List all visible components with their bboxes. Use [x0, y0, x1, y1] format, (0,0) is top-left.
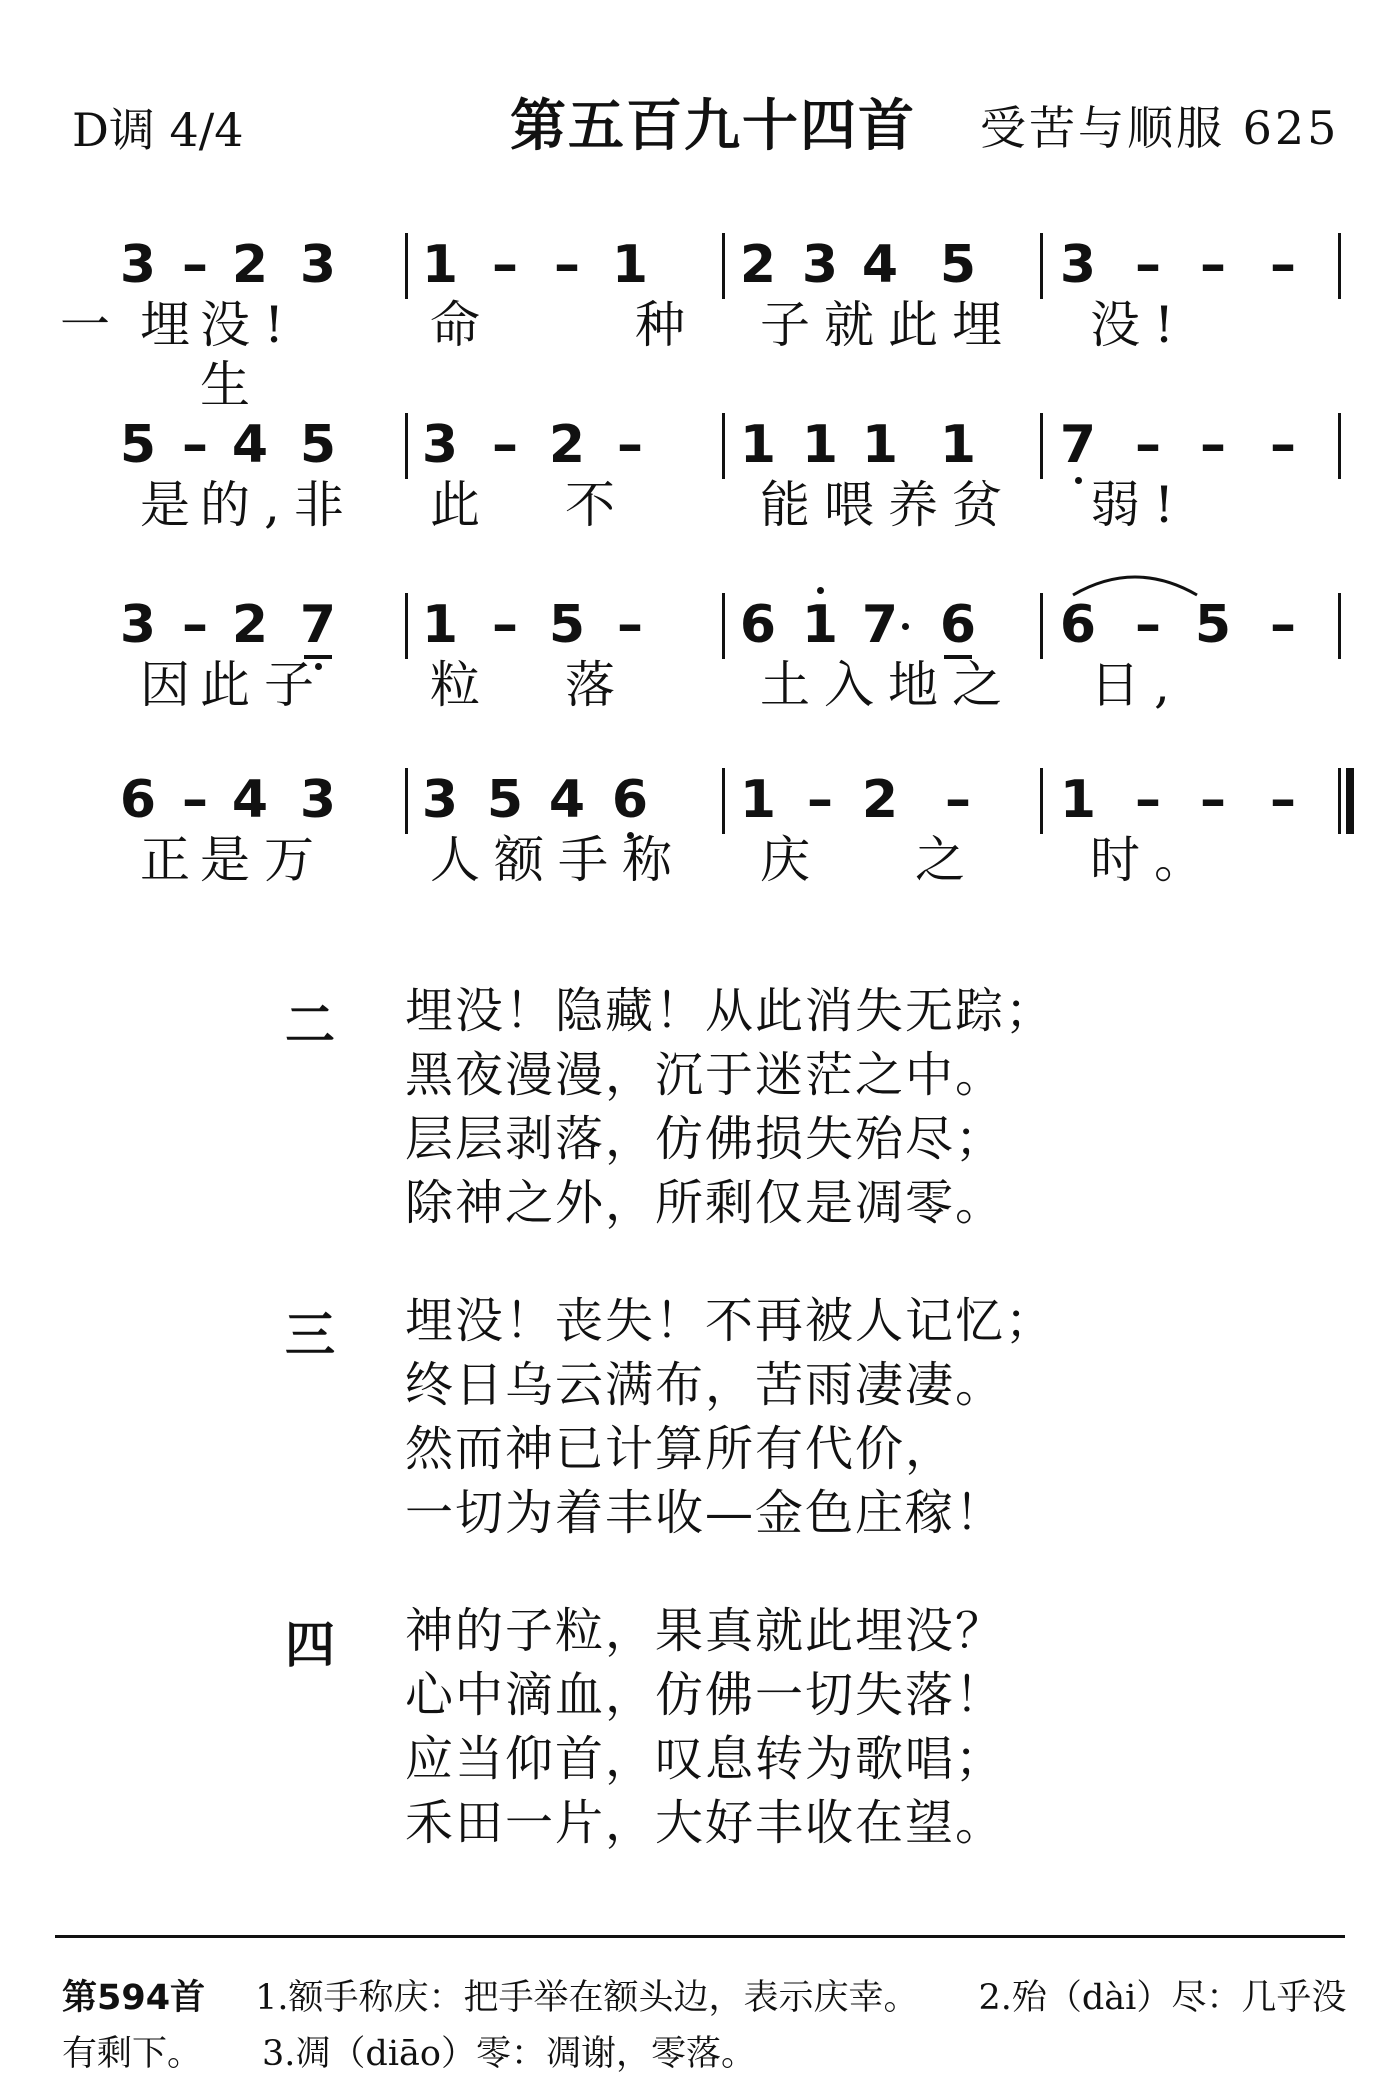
barline: [405, 768, 408, 834]
note: [1193, 415, 1233, 475]
lyric-row: [0, 475, 1400, 535]
score-system-4: [0, 760, 1400, 935]
note: [800, 415, 840, 475]
verse-number: 二: [285, 996, 335, 1054]
note-value: –: [1200, 415, 1226, 475]
barline: [1040, 593, 1043, 659]
barline: [1338, 593, 1341, 659]
note: [175, 415, 215, 475]
lyric-syllable: 不: [565, 476, 629, 534]
note: [175, 770, 215, 830]
verse-number: 四: [285, 1616, 335, 1674]
note-value: 1: [801, 415, 839, 475]
note: [118, 770, 158, 830]
note-value: 3: [119, 235, 157, 295]
note-value: –: [617, 595, 643, 655]
note-value: 1: [611, 235, 649, 295]
footnote-label: 第594首: [62, 1978, 206, 2018]
note-value: –: [182, 235, 208, 295]
lyric-syllable: 此: [430, 476, 494, 534]
note: [118, 235, 158, 295]
note-value: 6: [739, 595, 777, 655]
lyric-syllable: 是: [140, 476, 204, 534]
note-value: 1: [1059, 770, 1097, 830]
note-value: 7: [1059, 415, 1097, 475]
note-value: 5: [1194, 595, 1232, 655]
verse-line: 除神之外，所剩仅是凋零。: [405, 1175, 1006, 1231]
verse-marker: 一: [60, 296, 110, 354]
note-value: 4: [548, 770, 586, 830]
barline: [722, 413, 725, 479]
hymn-category: 受苦与顺服 625: [980, 101, 1340, 155]
note: [610, 415, 650, 475]
note: [1058, 415, 1098, 475]
score-system-1: [0, 225, 1400, 414]
note-value: 3: [119, 595, 157, 655]
barline: [1338, 413, 1341, 479]
lyric-syllable: 此子: [200, 656, 328, 714]
note: [298, 415, 338, 475]
note-value: –: [945, 770, 971, 830]
note-value: 5: [486, 770, 524, 830]
note-value: –: [1270, 770, 1296, 830]
lyric-syllable: 庆: [760, 831, 824, 889]
note-value: 2: [231, 595, 269, 655]
note-value: 2: [739, 235, 777, 295]
note-value: –: [492, 595, 518, 655]
lyric-syllable: 日,: [1090, 656, 1184, 714]
note-value: 3: [421, 770, 459, 830]
note: [610, 235, 650, 295]
octave-dot-above: [817, 587, 824, 594]
verse-line: 终日乌云满布，苦雨凄凄。: [405, 1357, 1006, 1413]
note-value: –: [182, 415, 208, 475]
barline: [1040, 233, 1043, 299]
note-value: 3: [1059, 235, 1097, 295]
note: [860, 415, 900, 475]
verse-line: 层层剥落，仿佛损失殆尽；: [405, 1111, 1006, 1167]
note: [1128, 770, 1168, 830]
note: [1193, 235, 1233, 295]
barline: [722, 768, 725, 834]
lyric-syllable: 人额手称: [430, 831, 686, 889]
note-value: –: [807, 770, 833, 830]
note: [175, 595, 215, 655]
note: [738, 595, 778, 655]
hymn-title: 第五百九十四首: [510, 94, 916, 159]
note: [230, 415, 270, 475]
note: [547, 595, 587, 655]
note-value: 6: [939, 595, 977, 655]
slur: [1065, 563, 1205, 603]
lyric-syllable: 没!生: [200, 296, 299, 414]
barline: [722, 233, 725, 299]
note: [860, 235, 900, 295]
lyric-syllable: 土入地之: [760, 656, 1016, 714]
note-value: 1: [421, 235, 459, 295]
note-value: 3: [299, 235, 337, 295]
note: [1128, 595, 1168, 655]
note-value: 5: [939, 235, 977, 295]
note-value: 1: [739, 415, 777, 475]
note: [547, 415, 587, 475]
note-value: –: [492, 235, 518, 295]
note-value: –: [1135, 770, 1161, 830]
note: [485, 415, 525, 475]
note: [298, 770, 338, 830]
note: [738, 235, 778, 295]
lyric-syllable: 命: [430, 296, 494, 354]
verse-line: 然而神已计算所有代价，: [405, 1421, 956, 1477]
note: [118, 595, 158, 655]
note-value: 4: [231, 770, 269, 830]
note: [230, 770, 270, 830]
note: [800, 770, 840, 830]
note: [938, 770, 978, 830]
note: [298, 235, 338, 295]
note: [938, 595, 978, 655]
lyric-syllable: 能喂养贫: [760, 476, 1016, 534]
note-value: –: [1135, 595, 1161, 655]
barline: [1040, 413, 1043, 479]
note-value: 3: [421, 415, 459, 475]
note-value: 6: [119, 770, 157, 830]
note-value: 6: [1059, 595, 1097, 655]
note: [1263, 595, 1303, 655]
note: [1263, 415, 1303, 475]
note-value: –: [617, 415, 643, 475]
lyric-syllable: 没!: [1090, 296, 1189, 354]
verse-line: 神的子粒，果真就此埋没？: [405, 1603, 1006, 1659]
note: [1058, 595, 1098, 655]
note-value: –: [1135, 415, 1161, 475]
lyric-row: [0, 295, 1400, 414]
verse-line: 应当仰首，叹息转为歌唱；: [405, 1731, 1006, 1787]
note: [738, 770, 778, 830]
lyric-syllable: 弱!: [1090, 476, 1189, 534]
note: [547, 235, 587, 295]
lyric-row: [0, 655, 1400, 715]
note: [420, 415, 460, 475]
lyric-syllable: 埋: [140, 296, 204, 354]
barline: [405, 413, 408, 479]
note: [485, 595, 525, 655]
note-value: 2: [861, 770, 899, 830]
note-value: –: [1270, 235, 1296, 295]
note-value: 1: [861, 415, 899, 475]
score-system-2: [0, 405, 1400, 580]
note-value: –: [492, 415, 518, 475]
footnote-item-3: 3.凋（diāo）零：凋谢，零落。: [262, 2034, 756, 2074]
note: [800, 235, 840, 295]
note-value: –: [1200, 235, 1226, 295]
note-value: 3: [801, 235, 839, 295]
note: [1193, 770, 1233, 830]
note-value: 5: [548, 595, 586, 655]
note-value: –: [182, 770, 208, 830]
lyric-syllable: 子就此埋: [760, 296, 1016, 354]
footnote-divider: [55, 1935, 1345, 1938]
footnote-item-2: 2.殆（dài）尽：几乎没有剩下。: [62, 1978, 1347, 2074]
note: [485, 235, 525, 295]
verse-line: 禾田一片，大好丰收在望。: [405, 1795, 1006, 1851]
note-value: 2: [231, 235, 269, 295]
note: [938, 415, 978, 475]
note-value: –: [182, 595, 208, 655]
barline: [1338, 233, 1341, 299]
verse-line: 埋没！隐藏！从此消失无踪；: [405, 983, 1056, 1039]
note: [175, 235, 215, 295]
note: [860, 770, 900, 830]
verse-line: 一切为着丰收—金色庄稼！: [405, 1485, 1006, 1541]
note: [1058, 770, 1098, 830]
footnote-item-1: 1.额手称庆：把手举在额头边，表示庆幸。: [255, 1978, 919, 2018]
note-value: –: [554, 235, 580, 295]
note: [230, 235, 270, 295]
note-value: 1: [739, 770, 777, 830]
score-system-3: [0, 585, 1400, 760]
note: [1263, 235, 1303, 295]
note-value: –: [1135, 235, 1161, 295]
note: [860, 595, 900, 655]
note: [938, 235, 978, 295]
page-header: [0, 78, 1400, 158]
footnote: [62, 1970, 1347, 2082]
note: [800, 595, 840, 655]
note: [547, 770, 587, 830]
note: [1193, 595, 1233, 655]
note-value: 5: [119, 415, 157, 475]
verse-line: 黑夜漫漫，沉于迷茫之中。: [405, 1047, 1006, 1103]
verse-line: 心中滴血，仿佛一切失落！: [405, 1667, 1006, 1723]
note: [610, 595, 650, 655]
barline: [1040, 768, 1043, 834]
barline: [1338, 768, 1341, 834]
note: [420, 235, 460, 295]
final-barline: [1346, 768, 1354, 834]
note: [610, 770, 650, 830]
note: [420, 770, 460, 830]
lyric-row: [0, 830, 1400, 890]
key-signature: D调 4/4: [72, 103, 244, 157]
note: [420, 595, 460, 655]
barline: [722, 593, 725, 659]
lyric-syllable: 正: [140, 831, 204, 889]
note-value: –: [1200, 770, 1226, 830]
note-value: –: [1270, 595, 1296, 655]
lyric-syllable: 的,非: [200, 476, 358, 534]
note: [738, 415, 778, 475]
note-value: 3: [299, 770, 337, 830]
note-value: 4: [861, 235, 899, 295]
note-value: 1: [421, 595, 459, 655]
lyric-syllable: 是万: [200, 831, 328, 889]
note: [118, 415, 158, 475]
note-value: 1: [801, 595, 839, 655]
verse-number: 三: [285, 1306, 335, 1364]
note: [1263, 770, 1303, 830]
lyric-syllable: 落: [565, 656, 629, 714]
lyric-syllable: 因: [140, 656, 204, 714]
lyric-syllable: 之: [915, 831, 979, 889]
note-value: 7: [861, 595, 899, 655]
note: [1128, 235, 1168, 295]
augmentation-dot: [902, 623, 909, 630]
verse-line: 埋没！丧失！不再被人记忆；: [405, 1293, 1056, 1349]
note-value: 4: [231, 415, 269, 475]
lyric-syllable: 时。: [1090, 831, 1218, 889]
note: [1128, 415, 1168, 475]
note: [230, 595, 270, 655]
barline: [405, 233, 408, 299]
note-value: 7: [299, 595, 337, 655]
lyric-syllable: 粒: [430, 656, 494, 714]
note-value: –: [1270, 415, 1296, 475]
note-value: 1: [939, 415, 977, 475]
note-value: 2: [548, 415, 586, 475]
barline: [405, 593, 408, 659]
lyric-syllable: 种: [635, 296, 699, 354]
note: [298, 595, 338, 655]
note-value: 5: [299, 415, 337, 475]
note: [485, 770, 525, 830]
note-value: 6: [611, 770, 649, 830]
note: [1058, 235, 1098, 295]
